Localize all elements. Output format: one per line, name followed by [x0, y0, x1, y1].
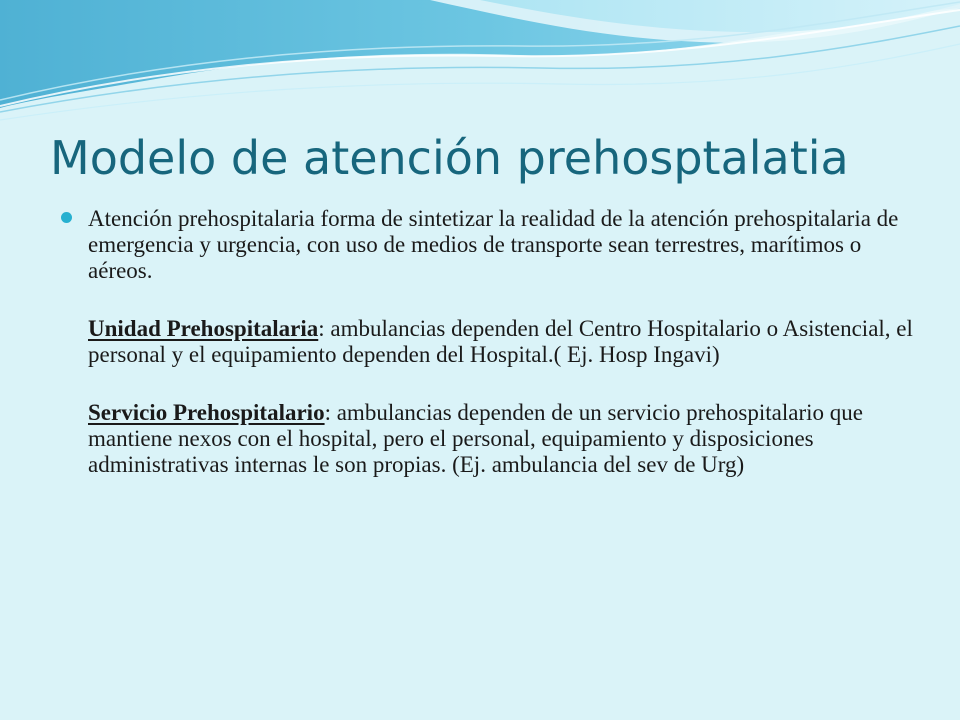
term-separator: : [324, 400, 331, 425]
bullet-paragraph [88, 206, 918, 284]
paragraph-text: Atención prehospitalaria forma de sintetizar la realidad de la atención prehospitalaria de emergencia y urgencia, con uso de medios de transporte sean terrestres, marítimos o aéreos. [88, 206, 899, 283]
definition-paragraph-servicio [88, 400, 918, 478]
definition-text: ambulancias dependen de un servicio prehospitalario que mantiene nexos con el hospital, pero el personal, equipamiento y disposiciones administrativas internas le son propias. (Ej. ambulancia del sev de Urg) [88, 400, 863, 477]
definition-term: Servicio Prehospitalario [88, 400, 325, 425]
definition-text: ambulancias dependen del Centro Hospitalario o Asistencial, el personal y el equipamiento dependen del Hospital.( Ej. Hosp Ingavi) [88, 316, 913, 367]
slide-title: Modelo de atención prehosptalatia [50, 131, 849, 185]
header-wave-decoration [0, 0, 960, 140]
bullet-dot-icon [61, 212, 72, 223]
definition-term: Unidad Prehospitalaria [88, 316, 319, 341]
slide-body [88, 206, 918, 510]
term-separator: : [318, 316, 325, 341]
definition-paragraph-unidad [88, 316, 918, 368]
